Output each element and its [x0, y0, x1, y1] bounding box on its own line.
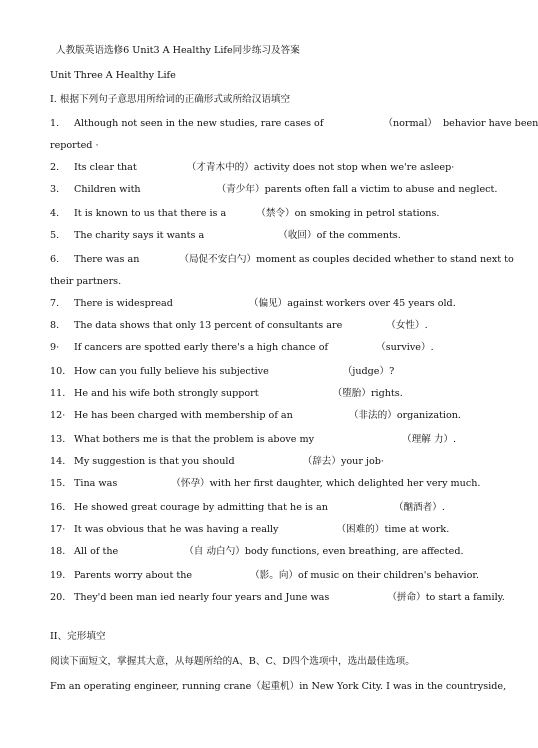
exercise-item: 12· He has been charged with membership of an （非法的）organization. [50, 410, 461, 421]
passage-text: Fm an operating engineer, running crane（起重机）in New York City. I was in the countryside, [50, 681, 507, 692]
exercise-item: 10. How can you fully believe his subjective （judge）? [50, 366, 395, 377]
exercise-item: 7. There is widespread （偏见）against workers over 45 years old. [50, 298, 456, 309]
document-title: 人教版英语选修6 Unit3 A Healthy Life同步练习及答案 [56, 45, 300, 56]
exercise-item: 1. Although not seen in the new studies, rare cases of （normal） behavior have been [50, 118, 538, 129]
exercise-item: 20. They'd been man ied nearly four years and June was （拼命）to start a family. [50, 592, 505, 603]
exercise-item: 3. Children with （青少年）parents often fall a victim to abuse and neglect. [50, 184, 498, 195]
exercise-item: 8. The data shows that only 13 percent of consultants are （女性）. [50, 320, 428, 331]
exercise-item: 13. What bothers me is that the problem is above my （理解 力）. [50, 434, 457, 445]
exercise-item: 19. Parents worry about the （影。向）of music on their children's behavior. [50, 570, 479, 581]
exercise-item: 16. He showed great courage by admitting that he is an （酗酒者）. [50, 502, 445, 513]
exercise-item: 11. He and his wife both strongly support （堕胎）rights. [50, 388, 403, 399]
section1-heading: I. 根据下列句子意思用所给词的正确形式或所给汉语填空 [50, 94, 291, 105]
exercise-item: 15. Tina was （怀孕）with her first daughter, which delighted her very much. [50, 478, 481, 489]
unit-heading: Unit Three A Healthy Life [50, 70, 176, 81]
section2-instruction: 阅读下面短文，掌握其大意，从每题所给的A、B、C、D四个选项中，选出最佳选项。 [50, 656, 415, 667]
exercise-item: 18. All of the （自 动白勺）body functions, even breathing, are affected. [50, 546, 464, 557]
exercise-item-continuation: their partners. [50, 276, 122, 287]
exercise-item-continuation: reported · [50, 140, 99, 151]
exercise-item: 14. My suggestion is that you should （辞去）your job· [50, 456, 384, 467]
exercise-item: 4. It is known to us that there is a （禁令）on smoking in petrol stations. [50, 208, 440, 219]
section2-heading: II、完形填空 [50, 631, 106, 642]
exercise-item: 17· It was obvious that he was having a really （困难的）time at work. [50, 524, 450, 535]
exercise-item: 2. Its clear that （才青木中的）activity does not stop when we're asleep· [50, 162, 455, 173]
exercise-item: 6. There was an （局促不安白勺）moment as couples decided whether to stand next to [50, 254, 514, 265]
exercise-item: 9· If cancers are spotted early there's a high chance of （survive）. [50, 342, 434, 353]
exercise-item: 5. The charity says it wants a （收回）of the comments. [50, 230, 401, 241]
